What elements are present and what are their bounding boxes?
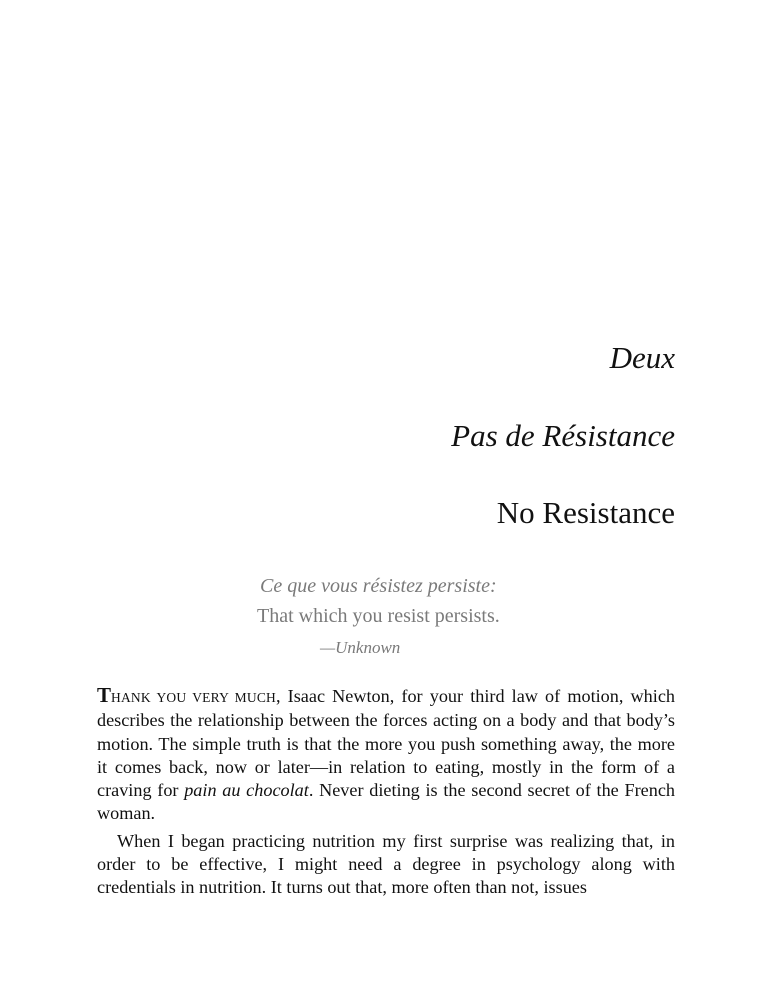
chapter-number: Deux [609, 340, 675, 375]
epigraph-french: Ce que vous résistez persiste: [260, 575, 497, 597]
paragraph-1-italic: pain au chocolat [184, 780, 309, 801]
paragraph-1 [97, 684, 675, 826]
lead-initial: T [97, 683, 112, 707]
paragraph-2: When I began practicing nutrition my first surprise was realizing that, in order to be effective, I might need a degree in psychology along with credentials in nutrition. It turns out that, more often than not, issues [97, 830, 675, 898]
paragraph-1-text-b: . Never dieting is the second secret of the French woman. [97, 780, 675, 824]
epigraph-english: That which you resist persists. [257, 605, 500, 627]
chapter-title-english: No Resistance [496, 495, 675, 530]
paragraph-1-text-a: , Isaac Newton, for your third law of motion, which describes the relationship between the forces acting on a body and that body’s motion. The simple truth is that the more you push something away, the more it comes back, now or later—in relation to eating, mostly in the form of a craving for [97, 686, 675, 801]
lead-smallcaps: HANK YOU VERY MUCH [111, 690, 276, 705]
epigraph-attribution: —Unknown [320, 638, 401, 657]
chapter-title-french: Pas de Résistance [451, 418, 675, 453]
body-text [97, 684, 675, 900]
